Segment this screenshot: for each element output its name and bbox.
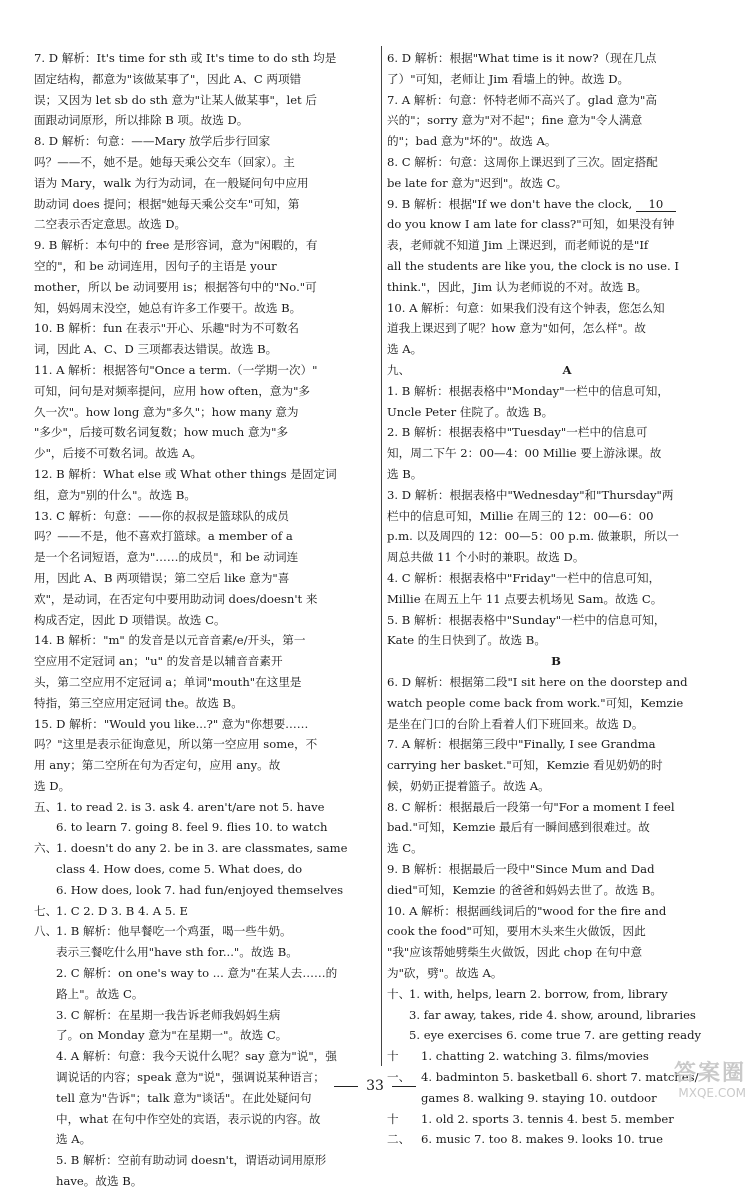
text-line: 6. D 解析：根据第二段"I sit here on the doorstep and	[387, 674, 688, 689]
text-line: 1. with, helps, learn 2. borrow, from, library	[409, 986, 668, 1001]
text-line: 组，意为"别的什么"。故选 B。	[34, 487, 196, 502]
text-line: 9. B 解析：根据最后一段中"Since Mum and Dad	[387, 862, 655, 877]
text-line: 14. B 解析："m" 的发音是以元音音素/e/开头，第一	[34, 633, 306, 648]
text-line: 用 any；第二空所在句为否定句，应用 any。故	[34, 758, 281, 773]
column-divider	[381, 46, 382, 1066]
text-line: 知，周二下午 2：00—4：00 Millie 要上游泳课。故	[387, 446, 662, 461]
page-number: 33	[366, 1078, 384, 1094]
right-column	[387, 48, 725, 1150]
answer-right-9	[387, 194, 725, 298]
section-label: 十一、	[387, 1049, 411, 1085]
text-line: class 4. How does, come 5. What does, do	[56, 862, 303, 877]
text-line	[387, 194, 725, 215]
section-9	[387, 360, 725, 381]
section-9-part-b	[387, 672, 725, 984]
text-line: 7. A 解析：根据第三段中"Finally, I see Grandma	[387, 737, 656, 752]
answer-left-10	[34, 318, 376, 360]
site-watermark	[604, 1062, 746, 1106]
answer-right-8	[387, 152, 725, 194]
text-line: 少"，后接不可数名词。故选 A。	[34, 446, 203, 461]
text-line: 选 C。	[387, 841, 423, 856]
watermark-logo-text: 答案圈	[673, 1061, 746, 1086]
text-line: Millie 在周五上午 11 点要去机场见 Sam。故选 C。	[387, 591, 663, 606]
text-line: 误；又因为 let sb do sth 意为"让某人做某事"，let 后	[34, 92, 317, 107]
text-line: 选 B。	[387, 466, 423, 481]
text-fragment: 9. B 解析：根据"If we don't have the clock,	[387, 196, 636, 211]
text-line: 是坐在门口的台阶上看着人们下班回来。故选 D。	[387, 716, 644, 731]
text-line: 4. C 解析：根据表格中"Friday"一栏中的信息可知，	[387, 570, 661, 585]
text-line: 固定结构，都意为"该做某事了"，因此 A、C 两项错	[34, 71, 302, 86]
answer-left-13	[34, 506, 376, 631]
text-line: 中，what 在句中作空处的宾语，表示说的内容。故	[56, 1111, 321, 1126]
text-line: have。故选 B。	[56, 1174, 143, 1189]
text-line: 特指，第三空应用定冠词 the。故选 B。	[34, 695, 243, 710]
text-line: 6. to learn 7. going 8. feel 9. flies 10. to watch	[56, 820, 328, 835]
text-line: died"可知，Kemzie 的爸爸和妈妈去世了。故选 B。	[387, 882, 663, 897]
answer-left-14	[34, 630, 376, 713]
text-line: be late for 意为"迟到"。故选 C。	[387, 175, 568, 190]
text-line: 了）"可知，老师让 Jim 看墙上的钟。故选 D。	[387, 71, 630, 86]
text-line: 周总共做 11 个小时的兼职。故选 D。	[387, 550, 585, 565]
text-line: 构成否定，因此 D 项错误。故选 C。	[34, 612, 226, 627]
text-line: 头，第二空应用不定冠词 a；单词"mouth"在这里是	[34, 674, 302, 689]
text-line: 道我上课迟到了呢？how 意为"如何，怎么样"。故	[387, 321, 647, 336]
text-line: 二空表示否定意思。故选 D。	[34, 217, 187, 232]
text-line: Kate 的生日快到了。故选 B。	[387, 633, 546, 648]
section-label: 十、	[387, 986, 411, 1001]
text-line: "我"应该帮她劈柴生火做饭，因此 chop 在句中意	[387, 945, 643, 960]
text-line: 5. B 解析：根据表格中"Sunday"一栏中的信息可知，	[387, 612, 666, 627]
text-line: 兴的"；sorry 意为"对不起"；fine 意为"令人满意	[387, 113, 643, 128]
text-line: 3. far away, takes, ride 4. show, around, libraries	[409, 1007, 696, 1022]
section-label: 九、	[387, 362, 411, 377]
text-line: 选 A。	[56, 1132, 92, 1147]
answer-left-8	[34, 131, 376, 235]
text-line: bad."可知，Kemzie 最后有一瞬间感到很难过。故	[387, 820, 650, 835]
answer-left-9	[34, 235, 376, 318]
text-line: 词，因此 A、C、D 三项都表达错误。故选 B。	[34, 342, 278, 357]
text-line: carrying her basket."可知，Kemzie 看见奶奶的时	[387, 758, 663, 773]
text-line: 1. B 解析：根据表格中"Monday"一栏中的信息可知，	[387, 383, 669, 398]
section-5	[34, 797, 376, 839]
text-line: 1. C 2. D 3. B 4. A 5. E	[56, 903, 188, 918]
text-line: 15. D 解析："Would you like...?" 意为"你想要……	[34, 716, 309, 731]
answer-left-11	[34, 360, 376, 464]
text-line: 8. C 解析：句意：这周你上课迟到了三次。固定搭配	[387, 154, 658, 169]
text-line: 13. C 解析：句意：——你的叔叔是篮球队的成员	[34, 508, 289, 523]
text-line: 4. A 解析：句意：我今天说什么呢？say 意为"说"，强	[56, 1049, 337, 1064]
section-label: 五、	[34, 799, 58, 814]
section-label: 八、	[34, 924, 58, 939]
subsection-b-heading: B	[551, 654, 561, 669]
section-label: 十二、	[387, 1111, 411, 1147]
answer-left-15	[34, 714, 376, 797]
section-12	[387, 1109, 725, 1151]
text-line: 吗？"这里是表示征询意见，所以第一空应用 some，不	[34, 737, 318, 752]
watermark-url: MXQE.COM	[678, 1086, 746, 1100]
section-10	[387, 984, 725, 1046]
text-line: 7. D 解析：It's time for sth 或 It's time to do sth 均是	[34, 51, 337, 65]
text-line: 久一次"。how long 意为"多久"；how many 意为	[34, 404, 299, 419]
text-line: 表，老师就不知道 Jim 上课迟到，而老师说的是"If	[387, 238, 649, 253]
section-label: 六、	[34, 841, 58, 856]
text-line: 面跟动词原形，所以排除 B 项。故选 D。	[34, 113, 249, 128]
text-line: 11. A 解析：根据答句"Once a term.（一学期一次）"	[34, 362, 318, 377]
text-line: 1. old 2. sports 3. tennis 4. best 5. member	[421, 1111, 674, 1126]
text-line: 1. B 解析：他早餐吃一个鸡蛋，喝一些牛奶。	[56, 924, 292, 939]
footer-dash-right	[392, 1086, 416, 1087]
text-line: 吗？——不，她不是。她每天乘公交车（回家）。主	[34, 154, 295, 169]
text-line: 空应用不定冠词 an；"u" 的发音是以辅音音素开	[34, 654, 283, 669]
text-line: do you know I am late for class?"可知，如果没有钟	[387, 217, 675, 232]
text-line: 表示三餐吃什么用"have sth for..."。故选 B。	[56, 945, 298, 960]
text-line: 知，妈妈周末没空，她总有许多工作要干。故选 B。	[34, 300, 302, 315]
text-line: 8. C 解析：根据最后一段第一句"For a moment I feel	[387, 799, 675, 814]
section-8	[34, 921, 376, 1191]
text-line: 的"；bad 意为"坏的"。故选 A。	[387, 134, 557, 149]
text-line: 选 D。	[34, 778, 71, 793]
text-line: 助动词 does 提问；根据"她每天乘公交车"可知，第	[34, 196, 300, 211]
text-line: 路上"。故选 C。	[56, 986, 144, 1001]
text-line: watch people come back from work."可知，Kemzie	[387, 695, 684, 710]
text-line: 10. A 解析：句意：如果我们没有这个钟表，您怎么知	[387, 300, 665, 315]
section-label: 七、	[34, 903, 58, 918]
text-line: 12. B 解析：What else 或 What other things 是固定词	[34, 466, 337, 481]
text-line: 2. B 解析：根据表格中"Tuesday"一栏中的信息可	[387, 425, 648, 440]
text-line: cook the food"可知，要用木头来生火做饭，因此	[387, 924, 646, 939]
text-line: 选 A。	[387, 342, 423, 357]
left-column	[34, 48, 376, 1192]
text-line: 为"砍，劈"。故选 A。	[387, 966, 503, 981]
text-line: all the students are like you, the clock is no use. I	[387, 258, 679, 273]
answer-right-7	[387, 90, 725, 152]
text-line: 1. to read 2. is 3. ask 4. aren't/are not 5. have	[56, 799, 325, 814]
text-line: 7. A 解析：句意：怀特老师不高兴了。glad 意为"高	[387, 92, 657, 107]
text-line: 9. B 解析：本句中的 free 是形容词，意为"闲暇的，有	[34, 238, 318, 253]
text-line: p.m. 以及周四的 12：00—5：00 p.m. 做兼职，所以一	[387, 529, 679, 544]
footer-dash-left	[334, 1086, 358, 1087]
text-line: 欢"，是动词，在否定句中要用助动词 does/doesn't 来	[34, 591, 318, 606]
text-line: 2. C 解析：on one's way to ... 意为"在某人去……的	[56, 966, 338, 981]
fill-blank: 10	[636, 197, 676, 212]
text-line: games 8. walking 9. staying 10. outdoor	[421, 1090, 657, 1105]
text-line: think."，因此，Jim 认为老师说的不对。故选 B。	[387, 279, 648, 294]
text-line: 用，因此 A、B 两项错误；第二空后 like 意为"喜	[34, 570, 290, 585]
text-line: 10. A 解析：根据画线词后的"wood for the fire and	[387, 903, 667, 918]
text-line: 6. D 解析：根据"What time is it now?（现在几点	[387, 51, 657, 65]
text-line: 候，奶奶正提着篮子。故选 A。	[387, 778, 550, 793]
text-line: 可知，问句是对频率提问，应用 how often，意为"多	[34, 383, 311, 398]
text-line: 空的"，和 be 动词连用，因句子的主语是 your	[34, 258, 277, 273]
text-line: 8. D 解析：句意：——Mary 放学后步行回家	[34, 134, 271, 149]
text-line: 3. C 解析：在星期一我告诉老师我妈妈生病	[56, 1007, 281, 1022]
text-line: 是一个名词短语，意为"……的成员"，和 be 动词连	[34, 550, 299, 565]
text-line: 5. eye exercises 6. come true 7. are getting ready	[409, 1028, 702, 1043]
text-line: 6. How does, look 7. had fun/enjoyed themselves	[56, 882, 344, 897]
text-line: tell 意为"告诉"；talk 意为"谈话"。在此处疑问句	[56, 1090, 312, 1105]
text-line: 4. badminton 5. basketball 6. short 7. matches/	[421, 1070, 699, 1085]
text-line: 1. chatting 2. watching 3. films/movies	[421, 1049, 649, 1064]
text-line: 调说话的内容；speak 意为"说"，强调说某种语言；	[56, 1070, 325, 1085]
answer-right-10	[387, 298, 725, 360]
text-line: 6. music 7. too 8. makes 9. looks 10. true	[421, 1132, 663, 1147]
text-line: 了。on Monday 意为"在星期一"。故选 C。	[56, 1028, 288, 1043]
text-line: 10. B 解析：fun 在表示"开心、乐趣"时为不可数名	[34, 321, 299, 336]
section-6	[34, 838, 376, 900]
subsection-a-heading: A	[562, 362, 572, 377]
answer-left-7	[34, 48, 376, 131]
text-line: 1. doesn't do any 2. be in 3. are classmates, same	[56, 841, 348, 856]
section-9-part-a	[387, 381, 725, 651]
text-line: 吗？——不是，他不喜欢打篮球。a member of a	[34, 529, 293, 544]
text-line: 栏中的信息可知，Millie 在周三的 12：00—6：00	[387, 508, 654, 523]
answer-right-6	[387, 48, 725, 90]
text-line: mother，所以 be 动词要用 is；根据答句中的"No."可	[34, 279, 317, 294]
text-line: "多少"，后接可数名词复数；how much 意为"多	[34, 425, 289, 440]
text-line: 3. D 解析：根据表格中"Wednesday"和"Thursday"两	[387, 487, 674, 502]
text-line: 语为 Mary，walk 为行为动词，在一般疑问句中应用	[34, 175, 309, 190]
answer-left-12	[34, 464, 376, 506]
text-line: Uncle Peter 住院了。故选 B。	[387, 404, 554, 419]
text-line: 5. B 解析：空前有助动词 doesn't，谓语动词用原形	[56, 1153, 327, 1168]
section-7	[34, 901, 376, 922]
